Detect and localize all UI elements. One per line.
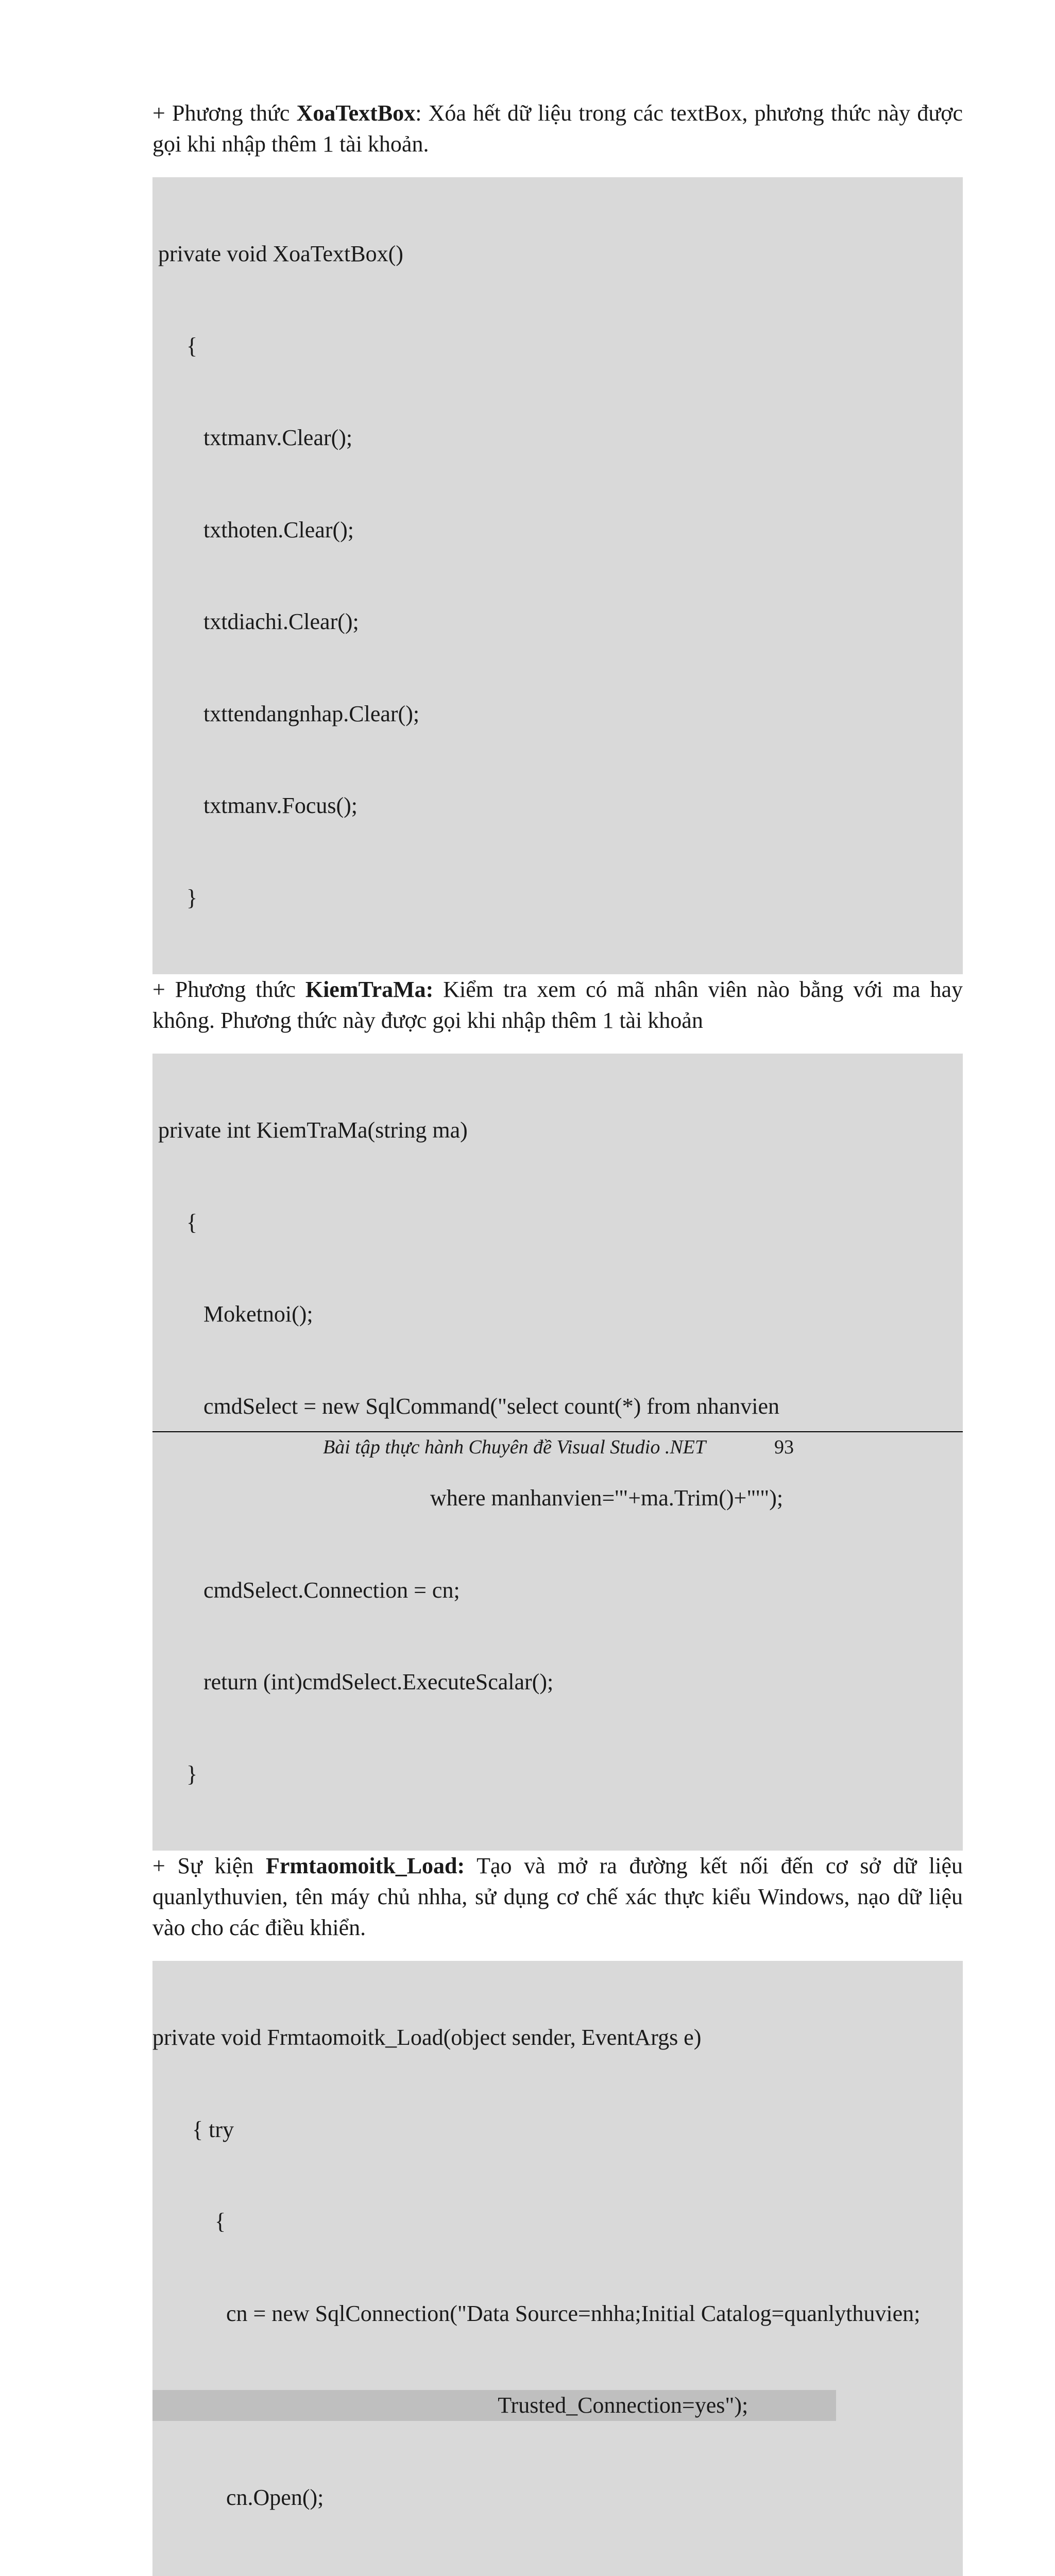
code-line-highlighted: Trusted_Connection=yes");: [152, 2390, 836, 2421]
code-line: where manhanvien='"+ma.Trim()+"'");: [152, 1485, 784, 1511]
page-number: 93: [774, 1436, 794, 1458]
para-text: Tạo và mở ra đường kết nối đến cơ sở dữ liệu quanlythuvien, tên máy chủ nhha, sử dụng cơ chế xác thực kiểu Windows, nạo dữ liệu vào cho các điều khiển.: [152, 1853, 963, 1940]
code-line: cmdSelect.Connection = cn;: [152, 1577, 460, 1603]
code-block-xoatextbox: [152, 177, 963, 974]
code-line: txtmanv.Focus();: [152, 793, 358, 818]
code-line: txttendangnhap.Clear();: [152, 701, 420, 726]
code-line: cn = new SqlConnection("Data Source=nhha;Initial Catalog=quanlythuvien;: [152, 2300, 921, 2326]
para-prefix: + Phương thức: [152, 977, 305, 1002]
code-line: private void XoaTextBox(): [152, 241, 403, 266]
document-page: [152, 98, 963, 2576]
code-line: txtmanv.Clear();: [152, 425, 353, 450]
code-line: {: [152, 2209, 226, 2234]
code-line: }: [152, 885, 198, 910]
para-bold: KiemTraMa:: [305, 977, 434, 1002]
footer-title: Bài tập thực hành Chuyên đề Visual Studio .NET: [323, 1436, 706, 1458]
paragraph-kiemtrama: [152, 974, 963, 1036]
para-text: : Xóa hết dữ liệu trong các textBox, phương thức này được gọi khi nhập thêm 1 tài khoản.: [152, 100, 963, 157]
para-bold: XoaTextBox: [296, 100, 416, 126]
code-line: private int KiemTraMa(string ma): [152, 1117, 468, 1143]
code-line: [152, 2574, 963, 2576]
code-line: private void Frmtaomoitk_Load(object sender, EventArgs e): [152, 2025, 702, 2050]
code-line: cn.Open();: [152, 2484, 324, 2510]
code-line: cmdSelect = new SqlCommand("select count(*) from nhanvien: [152, 1393, 780, 1419]
code-line: {: [152, 1209, 198, 1235]
footer-divider: [152, 1431, 963, 1432]
paragraph-xoatextbox: [152, 98, 963, 160]
code-line: txthoten.Clear();: [152, 517, 354, 543]
code-line: return (int)cmdSelect.ExecuteScalar();: [152, 1669, 554, 1694]
code-line: txtdiachi.Clear();: [152, 609, 359, 634]
para-prefix: + Phương thức: [152, 100, 297, 126]
code-line: Moketnoi();: [152, 1301, 313, 1327]
code-block-frmtaomoitk-load: [152, 1961, 963, 2576]
para-prefix: + Sự kiện: [152, 1853, 266, 1878]
code-line: {: [152, 333, 198, 359]
paragraph-frmtaomoitk-load: [152, 1851, 963, 1943]
para-text: Kiểm tra xem có mã nhân viên nào bằng với ma hay không. Phương thức này được gọi khi nhập thêm 1 tài khoản: [152, 977, 963, 1033]
para-bold: Frmtaomoitk_Load:: [265, 1853, 465, 1878]
code-line: { try: [152, 2116, 234, 2142]
code-line: }: [152, 1761, 198, 1787]
